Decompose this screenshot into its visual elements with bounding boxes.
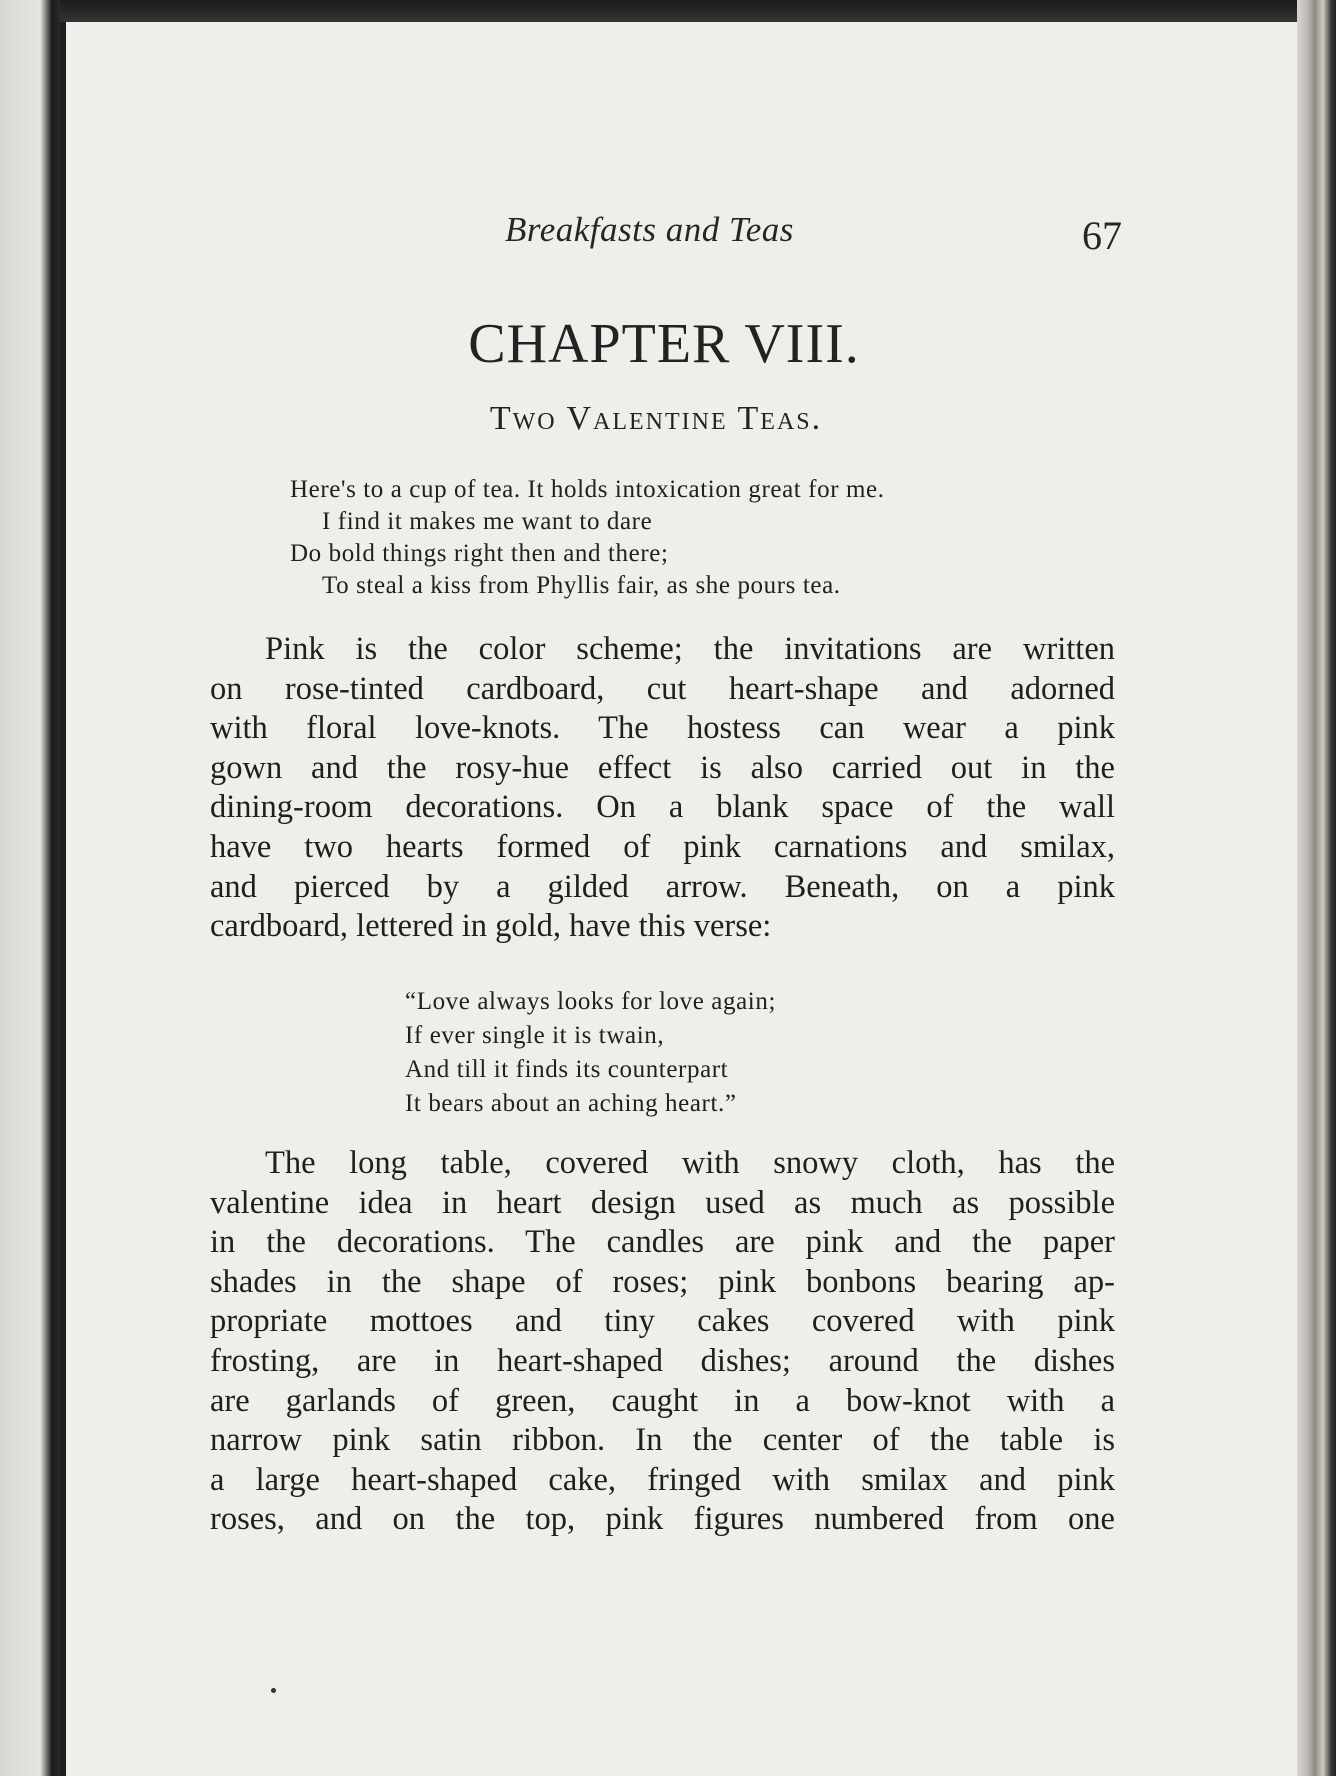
- paragraph-line: The long table, covered with snowy cloth, has the: [265, 1145, 1115, 1181]
- verse-line: It bears about an aching heart.”: [405, 1090, 737, 1117]
- epigraph-line: Here's to a cup of tea. It holds intoxication great for me.: [290, 476, 885, 503]
- paragraph-line: narrow pink satin ribbon. In the center of the table is: [210, 1422, 1115, 1459]
- chapter-title: CHAPTER VIII.: [468, 313, 860, 375]
- previous-page-edge: [0, 0, 60, 1776]
- paragraph-line: valentine idea in heart design used as much as possible: [210, 1184, 1115, 1221]
- paragraph-line: Pink is the color scheme; the invitations are written: [265, 631, 1115, 667]
- epigraph-line: To steal a kiss from Phyllis fair, as she pours tea.: [322, 572, 841, 599]
- ink-speck: [271, 1688, 276, 1693]
- page-number: 67: [1082, 213, 1122, 258]
- verse-line: And till it finds its counterpart: [405, 1056, 729, 1083]
- paragraph-line: shades in the shape of roses; pink bonbons bearing ap-: [210, 1263, 1115, 1300]
- verse-line: If ever single it is twain,: [405, 1022, 665, 1049]
- paragraph-line: with floral love-knots. The hostess can wear a pink: [210, 710, 1115, 747]
- paragraph-line: in the decorations. The candles are pink and the paper: [210, 1224, 1115, 1261]
- epigraph-line: I find it makes me want to dare: [322, 508, 653, 535]
- paragraph-line: gown and the rosy-hue effect is also carried out in the: [210, 749, 1115, 786]
- paragraph-line: a large heart-shaped cake, fringed with smilax and pink: [210, 1461, 1115, 1498]
- paragraph-1: [210, 630, 1115, 947]
- epigraph-line: Do bold things right then and there;: [290, 540, 669, 567]
- book-spine-edge: [1297, 0, 1336, 1776]
- paragraph-line: on rose-tinted cardboard, cut heart-shape and adorned: [210, 670, 1115, 707]
- verse-line: “Love always looks for love again;: [405, 988, 776, 1015]
- paragraph-line: dining-room decorations. On a blank space of the wall: [210, 789, 1115, 826]
- paragraph-line: roses, and on the top, pink figures numbered from one: [210, 1501, 1115, 1538]
- verse: [405, 985, 1005, 1121]
- epigraph: [290, 474, 1130, 602]
- paragraph-line: propriate mottoes and tiny cakes covered with pink: [210, 1303, 1115, 1340]
- running-head: Breakfasts and Teas: [505, 210, 794, 249]
- paragraph-line: cardboard, lettered in gold, have this verse:: [210, 908, 772, 945]
- paragraph-line: and pierced by a gilded arrow. Beneath, on a pink: [210, 868, 1115, 905]
- chapter-subtitle: Two Valentine Teas.: [489, 400, 823, 437]
- paragraph-line: frosting, are in heart-shaped dishes; around the dishes: [210, 1342, 1115, 1379]
- paragraph-line: have two hearts formed of pink carnations and smilax,: [210, 828, 1115, 865]
- paragraph-line: are garlands of green, caught in a bow-knot with a: [210, 1382, 1115, 1419]
- paragraph-2: [210, 1144, 1115, 1540]
